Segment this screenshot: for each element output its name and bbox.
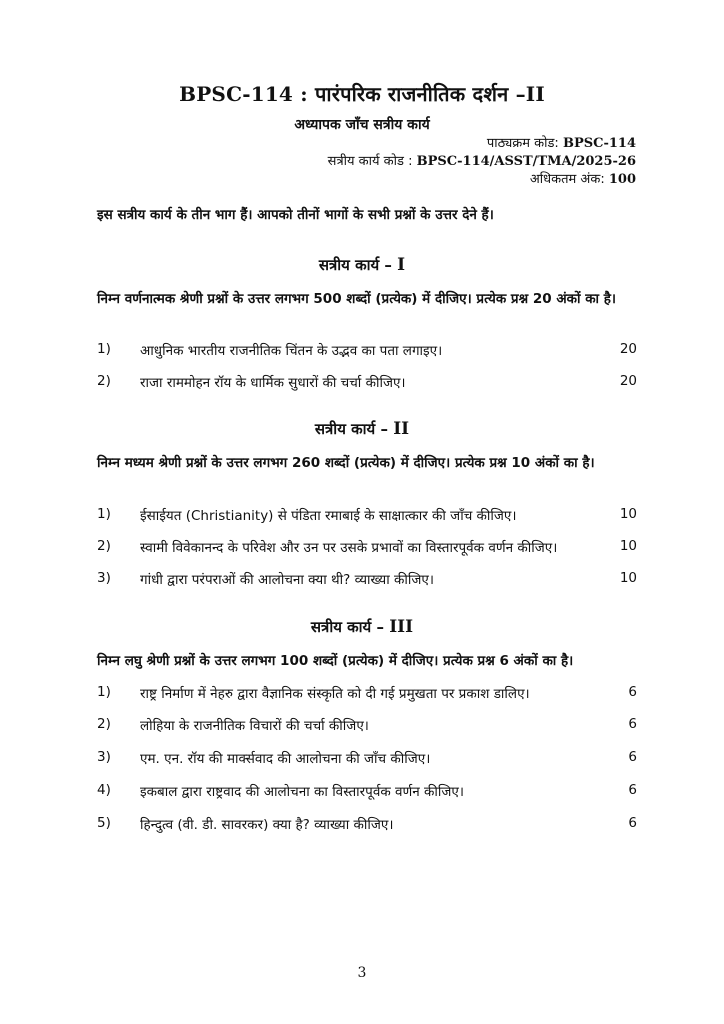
- question-item: [97, 341, 637, 361]
- question-number: 2): [97, 716, 111, 732]
- question-item: [97, 538, 637, 558]
- section-numeral: I: [397, 255, 406, 275]
- question-marks: 6: [628, 716, 637, 732]
- section-numeral: III: [389, 617, 414, 637]
- question-marks: 20: [619, 341, 637, 357]
- assignment-code-line: [328, 151, 636, 169]
- question-text: स्वामी विवेकानन्द के परिवेश और उन पर उसके प्रभावों का विस्तारपूर्वक वर्णन कीजिए।: [140, 540, 558, 556]
- question-number: 1): [97, 341, 111, 357]
- question-marks: 10: [619, 570, 637, 586]
- question-item: [97, 570, 637, 590]
- max-marks-label: अधिकतम अंक:: [529, 172, 605, 187]
- question-item: [97, 749, 637, 769]
- question-item: [97, 782, 637, 802]
- question-marks: 10: [619, 538, 637, 554]
- question-number: 2): [97, 373, 111, 389]
- question-item: [97, 684, 637, 704]
- question-number: 4): [97, 782, 111, 798]
- section-heading-label: सत्रीय कार्य –: [310, 618, 384, 636]
- section-3-instruction: निम्न लघु श्रेणी प्रश्नों के उत्तर लगभग 100 शब्दों (प्रत्येक) में दीजिए। प्रत्येक प्रश्न 6 अंकों का है।: [97, 653, 574, 669]
- question-marks: 6: [628, 782, 637, 798]
- section-1-instruction: निम्न वर्णनात्मक श्रेणी प्रश्नों के उत्तर लगभग 500 शब्दों (प्रत्येक) में दीजिए। प्रत्येक प्रश्न 20 अंकों का है।: [97, 291, 617, 307]
- question-item: [97, 506, 637, 526]
- question-marks: 10: [619, 506, 637, 522]
- assignment-code-value: BPSC-114/ASST/TMA/2025-26: [416, 154, 636, 169]
- intro-instruction: इस सत्रीय कार्य के तीन भाग हैं। आपको तीनों भागों के सभी प्रश्नों के उत्तर देने हैं।: [97, 207, 494, 223]
- question-text: लोहिया के राजनीतिक विचारों की चर्चा कीजिए।: [140, 718, 369, 734]
- max-marks-value: 100: [608, 172, 636, 187]
- course-code-line: [487, 133, 636, 151]
- course-code-value: BPSC-114: [562, 136, 636, 151]
- question-marks: 6: [628, 749, 637, 765]
- document-title: BPSC-114 : पारंपरिक राजनीतिक दर्शन –II: [179, 82, 545, 106]
- section-heading-1: [0, 255, 724, 275]
- question-text: गांधी द्वारा परंपराओं की आलोचना क्या थी? व्याख्या कीजिए।: [140, 572, 435, 588]
- question-text: राष्ट्र निर्माण में नेहरु द्वारा वैज्ञानिक संस्कृति को दी गई प्रमुखता पर प्रकाश डालिए।: [140, 686, 530, 702]
- question-marks: 20: [619, 373, 637, 389]
- question-item: [97, 716, 637, 736]
- question-number: 2): [97, 538, 111, 554]
- question-number: 1): [97, 506, 111, 522]
- max-marks-line: [530, 169, 636, 187]
- question-marks: 6: [628, 684, 637, 700]
- question-number: 5): [97, 815, 111, 831]
- assignment-code-label: सत्रीय कार्य कोड :: [327, 154, 413, 169]
- question-item: [97, 815, 637, 835]
- question-number: 3): [97, 570, 111, 586]
- question-number: 1): [97, 684, 111, 700]
- question-text: एम. एन. रॉय की मार्क्सवाद की आलोचना की जाँच कीजिए।: [140, 751, 431, 767]
- question-text: इकबाल द्वारा राष्ट्रवाद की आलोचना का विस्तारपूर्वक वर्णन कीजिए।: [140, 784, 464, 800]
- section-heading-2: [0, 419, 724, 439]
- section-2-instruction: निम्न मध्यम श्रेणी प्रश्नों के उत्तर लगभग 260 शब्दों (प्रत्येक) में दीजिए। प्रत्येक प्रश्न 10 अंकों का है।: [97, 455, 595, 471]
- question-item: [97, 373, 637, 393]
- question-marks: 6: [628, 815, 637, 831]
- section-heading-3: [0, 617, 724, 637]
- section-heading-label: सत्रीय कार्य –: [318, 256, 392, 274]
- page-number: 3: [357, 965, 367, 981]
- question-text: आधुनिक भारतीय राजनीतिक चिंतन के उद्भव का पता लगाइए।: [140, 343, 443, 359]
- section-numeral: II: [393, 419, 410, 439]
- question-number: 3): [97, 749, 111, 765]
- question-text: ईसाईयत (Christianity) से पंडिता रमाबाई के साक्षात्कार की जाँच कीजिए।: [140, 508, 517, 524]
- section-heading-label: सत्रीय कार्य –: [314, 420, 388, 438]
- question-text: हिन्दुत्व (वी. डी. सावरकर) क्या है? व्याख्या कीजिए।: [140, 817, 394, 833]
- document-subtitle: अध्यापक जाँच सत्रीय कार्य: [294, 117, 430, 133]
- course-code-label: पाठ्यक्रम कोड:: [486, 136, 559, 151]
- question-text: राजा राममोहन रॉय के धार्मिक सुधारों की चर्चा कीजिए।: [140, 375, 406, 391]
